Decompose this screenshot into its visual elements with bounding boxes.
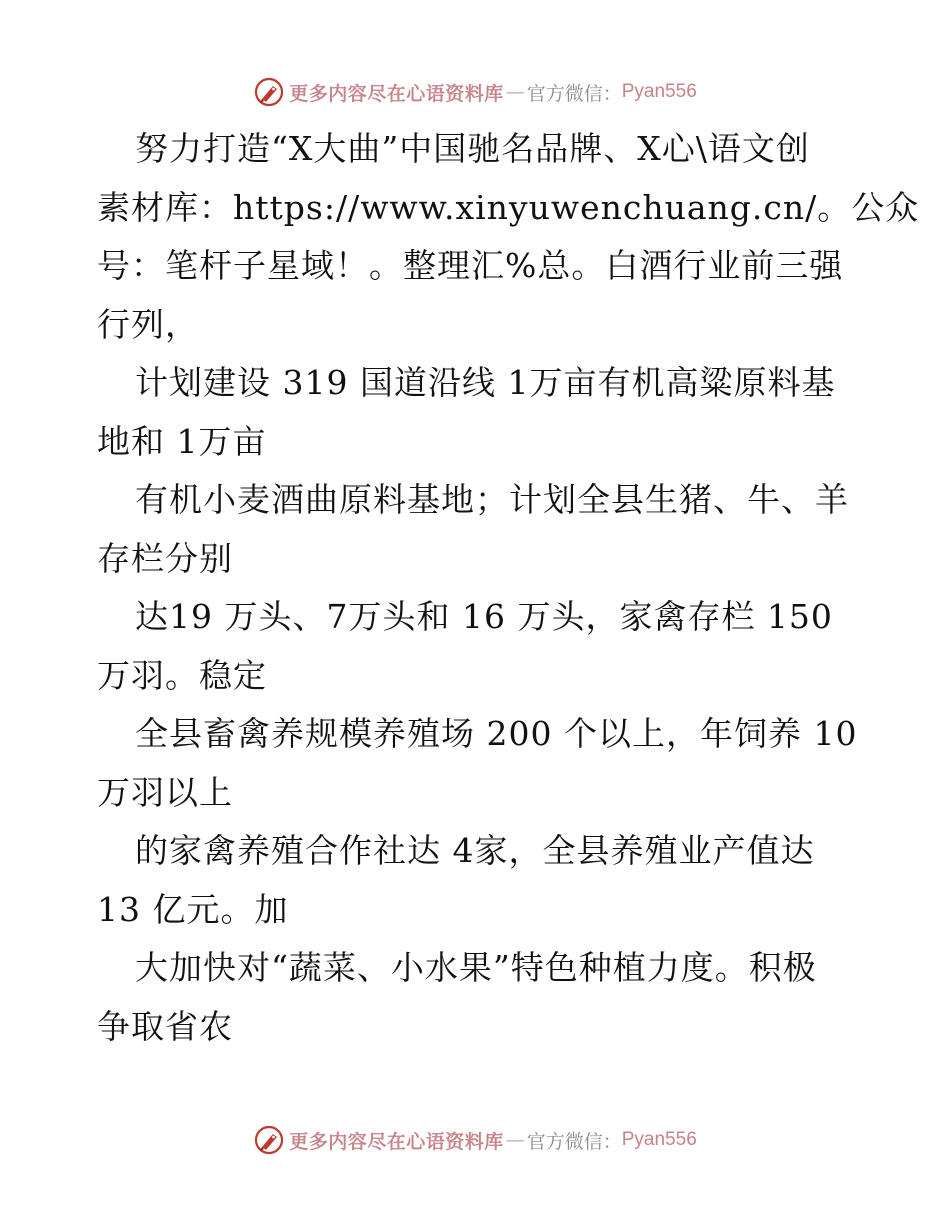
body-line: 的家禽养殖合作社达 4家，全县养殖业产值达 [135, 831, 815, 870]
header-banner [0, 72, 950, 112]
body-line: 号：笔杆子星域！。整理汇%总。白酒行业前三强 [97, 246, 844, 285]
header-wechat-id: Pyan556 [621, 81, 697, 102]
footer-wechat-label: 官方微信： [526, 1130, 622, 1153]
footer-banner-dash: — [505, 1129, 525, 1151]
body-line: 万羽以上 [97, 772, 233, 812]
body-line: 13 亿元。加 [97, 889, 289, 929]
body-line: 地和 1万亩 [97, 421, 267, 461]
body-line: 万羽。稳定 [97, 655, 267, 695]
body-line: 达19 万头、7万头和 16 万头，家禽存栏 150 [135, 597, 833, 636]
body-line: 素材库：https://www.xinyuwenchuang.cn/。公众 [97, 187, 920, 227]
footer-wechat-id: Pyan556 [621, 1129, 697, 1150]
header-banner-text: 更多内容尽在心语资料库 [289, 82, 504, 105]
body-line: 大加快对“蔬菜、小水果”特色种植力度。积极 [135, 948, 817, 987]
body-line: 努力打造“X大曲”中国驰名品牌、X心\语文创 [135, 129, 810, 168]
pen-nib-circle-logo-icon [253, 76, 285, 108]
document-body [97, 120, 920, 1056]
footer-banner-text: 更多内容尽在心语资料库 [289, 1130, 504, 1153]
header-wechat-label: 官方微信： [526, 82, 622, 105]
pen-nib-circle-logo-icon [253, 1124, 285, 1156]
body-line: 争取省农 [97, 1006, 233, 1046]
body-line: 全县畜禽养规模养殖场 200 个以上，年饲养 10 [135, 714, 858, 753]
body-line: 有机小麦酒曲原料基地；计划全县生猪、牛、羊 [135, 480, 849, 519]
header-banner-dash: — [505, 81, 525, 103]
body-line: 行列， [97, 304, 199, 344]
body-line: 计划建设 319 国道沿线 1万亩有机高粱原料基 [135, 363, 836, 402]
body-line: 存栏分别 [97, 538, 233, 578]
footer-banner [0, 1120, 950, 1160]
